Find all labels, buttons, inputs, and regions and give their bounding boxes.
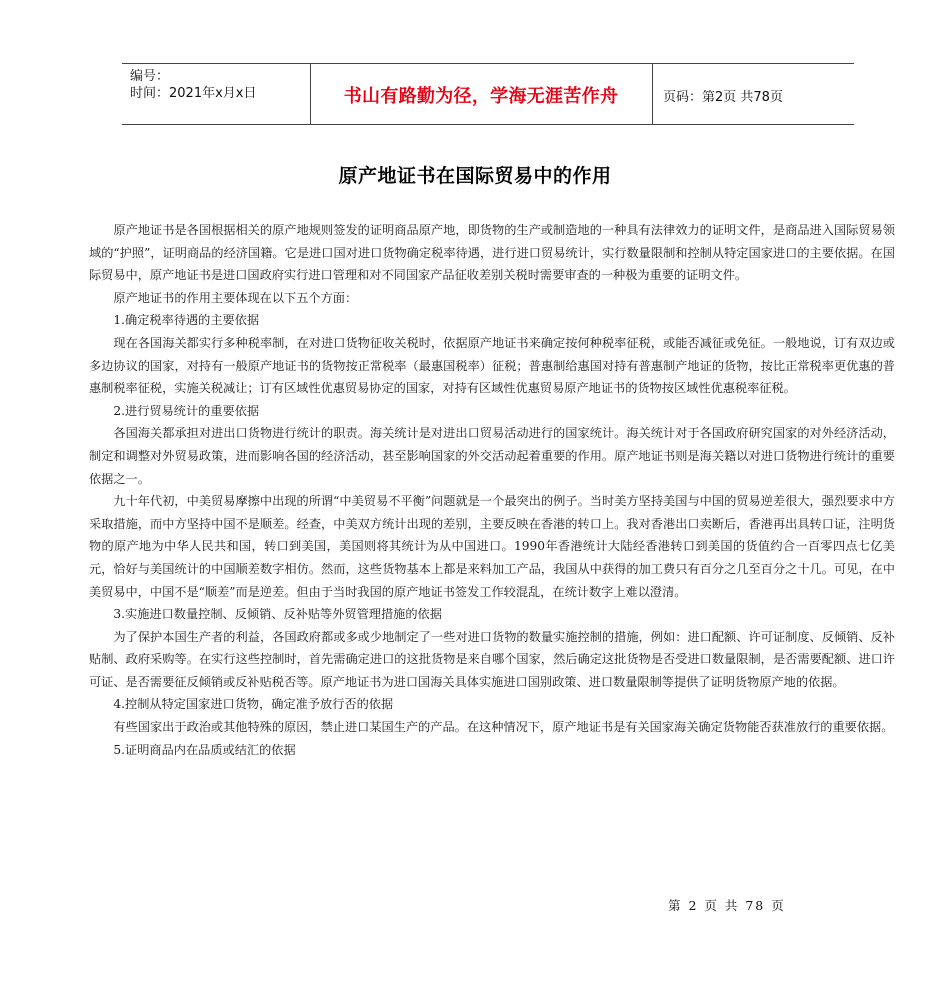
header-divider-right [652,64,653,124]
document-title: 原产地证书在国际贸易中的作用 [338,165,612,187]
document-body [89,219,895,761]
document-time-label: 时间：2021年x月x日 [130,86,257,101]
section-heading: 3.实施进口数量控制、反倾销、反补贴等外贸管理措施的依据 [113,607,442,622]
header-page-info: 页码：第2页 共78页 [663,90,783,105]
paragraph: 原产地证书的作用主要体现在以下五个方面： [113,290,358,305]
page-footer-number: 第 2 页 共 78 页 [668,898,786,913]
paragraph: 现在各国海关都实行多种税率制，在对进口货物征收关税时，依据原产地证书来确定按何种税率征税，或能否减征或免征。一般地说，订有双边或多边协议的国家，对持有一般原产地证书的货物按正常税率（最惠国税率）征税；普惠制给惠国对持有普惠制产地证的货物，按比正常税率更优惠的普惠制税率征税，实施关税减让；订有区域性优惠贸易协定的国家，对持有区域性优惠贸易原产地证书的货物按区域性优惠税率征税。 [89,335,895,396]
page-header [122,63,854,125]
paragraph: 九十年代初，中美贸易摩擦中出现的所谓“中美贸易不平衡”问题就是一个最突出的例子。当时美方坚持美国与中国的贸易逆差很大，强烈要求中方采取措施，而中方坚持中国不是顺差。经查，中美双方统计出现的差别，主要反映在香港的转口上。我对香港出口卖断后，香港再出具转口证，注明货物的原产地为中华人民共和国，转口到美国，美国则将其统计为从中国进口。1990年香港统计大陆经香港转口到美国的货值约合一百零四点七亿美元，恰好与美国统计的中国顺差数字相仿。然而，这些货物基本上都是来料加工产品，我国从中获得的加工费只有百分之几至百分之十几。可见，在中美贸易中，中国不是“顺差”而是逆差。但由于当时我国的原产地证书签发工作较混乱，在统计数字上难以澄清。 [89,494,895,599]
header-motto: 书山有路勤为径，学海无涯苦作舟 [343,86,619,107]
paragraph: 有些国家出于政治或其他特殊的原因，禁止进口某国生产的产品。在这种情况下，原产地证书是有关国家海关确定货物能否获准放行的重要依据。 [113,720,894,735]
section-heading: 1.确定税率待遇的主要依据 [113,313,260,328]
header-meta [130,68,256,102]
document-number-label: 编号： [130,69,170,84]
section-heading: 2.进行贸易统计的重要依据 [113,403,260,418]
paragraph: 原产地证书是各国根据相关的原产地规则签发的证明商品原产地，即货物的生产或制造地的一种具有法律效力的证明文件，是商品进入国际贸易领域的“护照”，证明商品的经济国籍。它是进口国对进口货物确定税率待遇，进行进口贸易统计，实行数量限制和控制从特定国家进口的主要依据。在国际贸易中，原产地证书是进口国政府实行进口管理和对不同国家产品征收差别关税时需要审查的一种极为重要的证明文件。 [89,223,895,283]
section-heading: 5.证明商品内在品质或结汇的依据 [113,742,296,757]
section-heading: 4.控制从特定国家进口货物，确定准予放行否的依据 [113,697,394,712]
paragraph: 为了保护本国生产者的利益，各国政府都或多或少地制定了一些对进口货物的数量实施控制的措施，例如：进口配额、许可证制度、反倾销、反补贴制、政府采购等。在实行这些控制时，首先需确定进口的这批货物是来自哪个国家，然后确定这批货物是否受进口数量限制，是否需要配额、进口许可证、是否需要征反倾销或反补贴税否等。原产地证书为进口国海关具体实施进口国别政策、进口数量限制等提供了证明货物原产地的依据。 [89,629,895,689]
paragraph: 各国海关都承担对进出口货物进行统计的职责。海关统计是对进出口贸易活动进行的国家统计。海关统计对于各国政府研究国家的对外经济活动，制定和调整对外贸易政策，进而影响各国的经济活动，甚至影响国家的外交活动起着重要的作用。原产地证书则是海关籍以对进口货物进行统计的重要依据之一。 [89,426,895,486]
